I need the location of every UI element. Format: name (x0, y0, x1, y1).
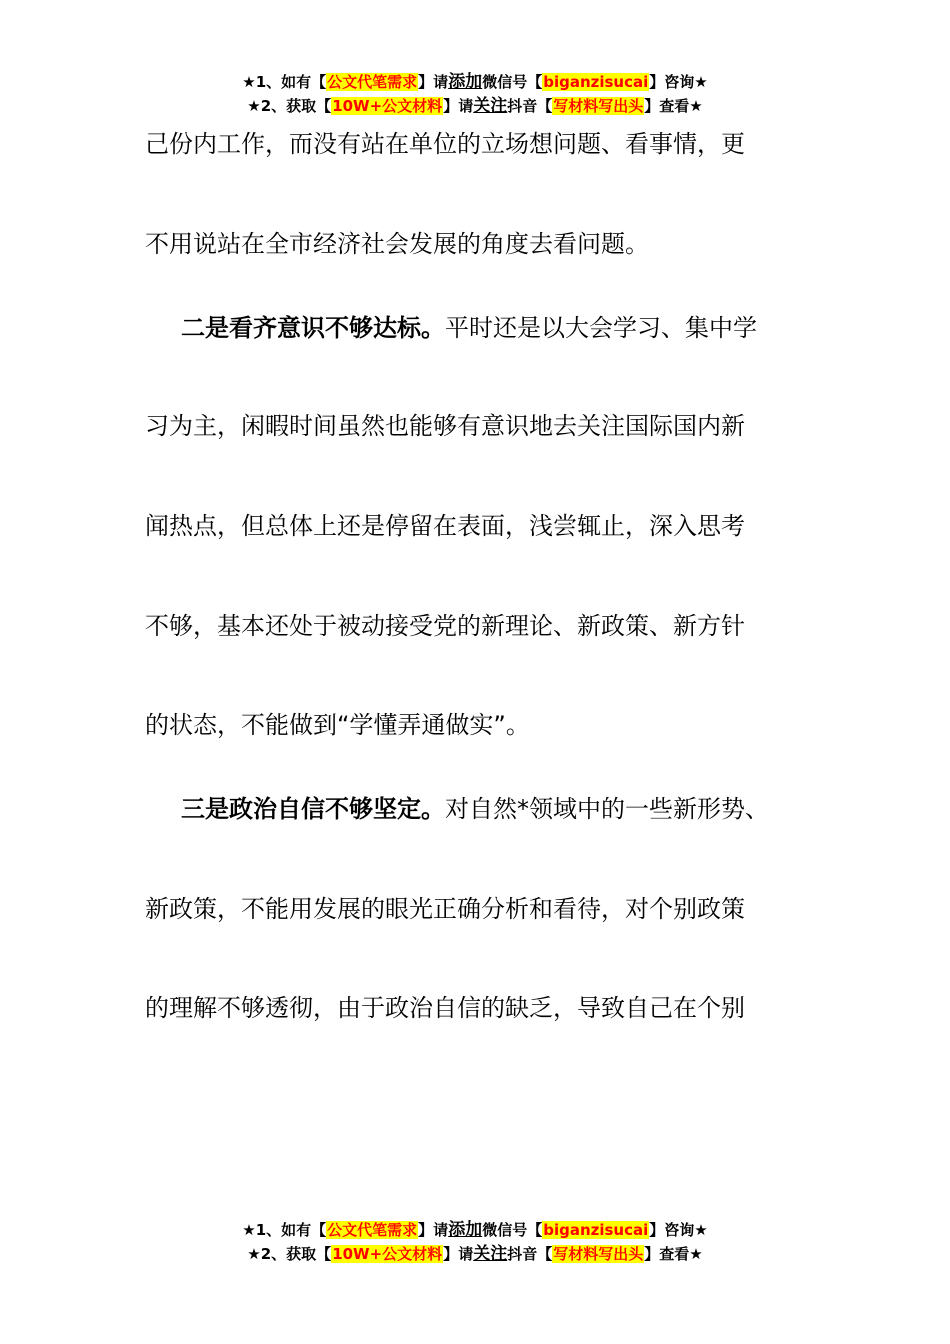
footer-l2-highlight-materials: 10W+公文材料 (332, 1245, 443, 1263)
body-line-6: 不够，基本还处于被动接受党的新理论、新政策、新方针 (145, 612, 745, 640)
header-l1-highlight-service: 公文代笔需求 (327, 73, 418, 91)
paragraph-3-first-line (181, 794, 881, 824)
footer-banner (0, 1218, 950, 1266)
footer-line-1 (0, 1218, 950, 1242)
header-l2-suffix: 】查看★ (644, 97, 703, 115)
footer-line-2 (0, 1242, 950, 1266)
footer-l1-underlined: 添加 (448, 1220, 483, 1240)
footer-l1-text: 】请 (418, 1221, 449, 1239)
paragraph-3-text: 对自然*领域中的一些新形势、 (445, 795, 769, 823)
header-l1-suffix: 】咨询★ (649, 73, 708, 91)
footer-l2-underlined: 关注 (473, 1244, 508, 1264)
paragraph-3-heading: 三是政治自信不够坚定。 (181, 795, 445, 823)
body-line-2: 不用说站在全市经济社会发展的角度去看问题。 (145, 230, 649, 258)
body-line-9: 新政策，不能用发展的眼光正确分析和看待，对个别政策 (145, 895, 745, 923)
body-line-7: 的状态，不能做到“学懂弄通做实”。 (145, 711, 530, 739)
footer-l2-text: 】请 (443, 1245, 474, 1263)
footer-l1-highlight-wechat: biganzisucai (543, 1221, 649, 1239)
paragraph-2-heading: 二是看齐意识不够达标。 (181, 314, 445, 342)
footer-l2-highlight-douyin: 写材料写出头 (553, 1245, 644, 1263)
footer-l1-prefix: ★1、如有【 (242, 1221, 327, 1239)
body-line-5: 闻热点，但总体上还是停留在表面，浅尝辄止，深入思考 (145, 512, 745, 540)
footer-l2-prefix: ★2、获取【 (247, 1245, 332, 1263)
body-line-10: 的理解不够透彻，由于政治自信的缺乏，导致自己在个别 (145, 994, 745, 1022)
header-line-2 (0, 94, 950, 118)
footer-l1-highlight-service: 公文代笔需求 (327, 1221, 418, 1239)
header-l1-text: 】请 (418, 73, 449, 91)
header-l1-text-2: 微信号【 (482, 73, 543, 91)
header-l2-text-2: 抖音【 (507, 97, 553, 115)
footer-l1-suffix: 】咨询★ (649, 1221, 708, 1239)
header-banner (0, 70, 950, 118)
footer-l2-suffix: 】查看★ (644, 1245, 703, 1263)
paragraph-2-first-line (181, 313, 881, 343)
header-l1-highlight-wechat: biganzisucai (543, 73, 649, 91)
header-l2-text: 】请 (443, 97, 474, 115)
footer-l2-text-2: 抖音【 (507, 1245, 553, 1263)
paragraph-2-text: 平时还是以大会学习、集中学 (445, 314, 757, 342)
header-l2-highlight-materials: 10W+公文材料 (332, 97, 443, 115)
header-l2-highlight-douyin: 写材料写出头 (553, 97, 644, 115)
header-l2-prefix: ★2、获取【 (247, 97, 332, 115)
body-line-1: 己份内工作，而没有站在单位的立场想问题、看事情，更 (145, 130, 745, 158)
footer-l1-text-2: 微信号【 (482, 1221, 543, 1239)
header-l2-underlined: 关注 (473, 96, 508, 116)
header-l1-underlined: 添加 (448, 72, 483, 92)
header-line-1 (0, 70, 950, 94)
header-l1-prefix: ★1、如有【 (242, 73, 327, 91)
body-line-4: 习为主，闲暇时间虽然也能够有意识地去关注国际国内新 (145, 412, 745, 440)
